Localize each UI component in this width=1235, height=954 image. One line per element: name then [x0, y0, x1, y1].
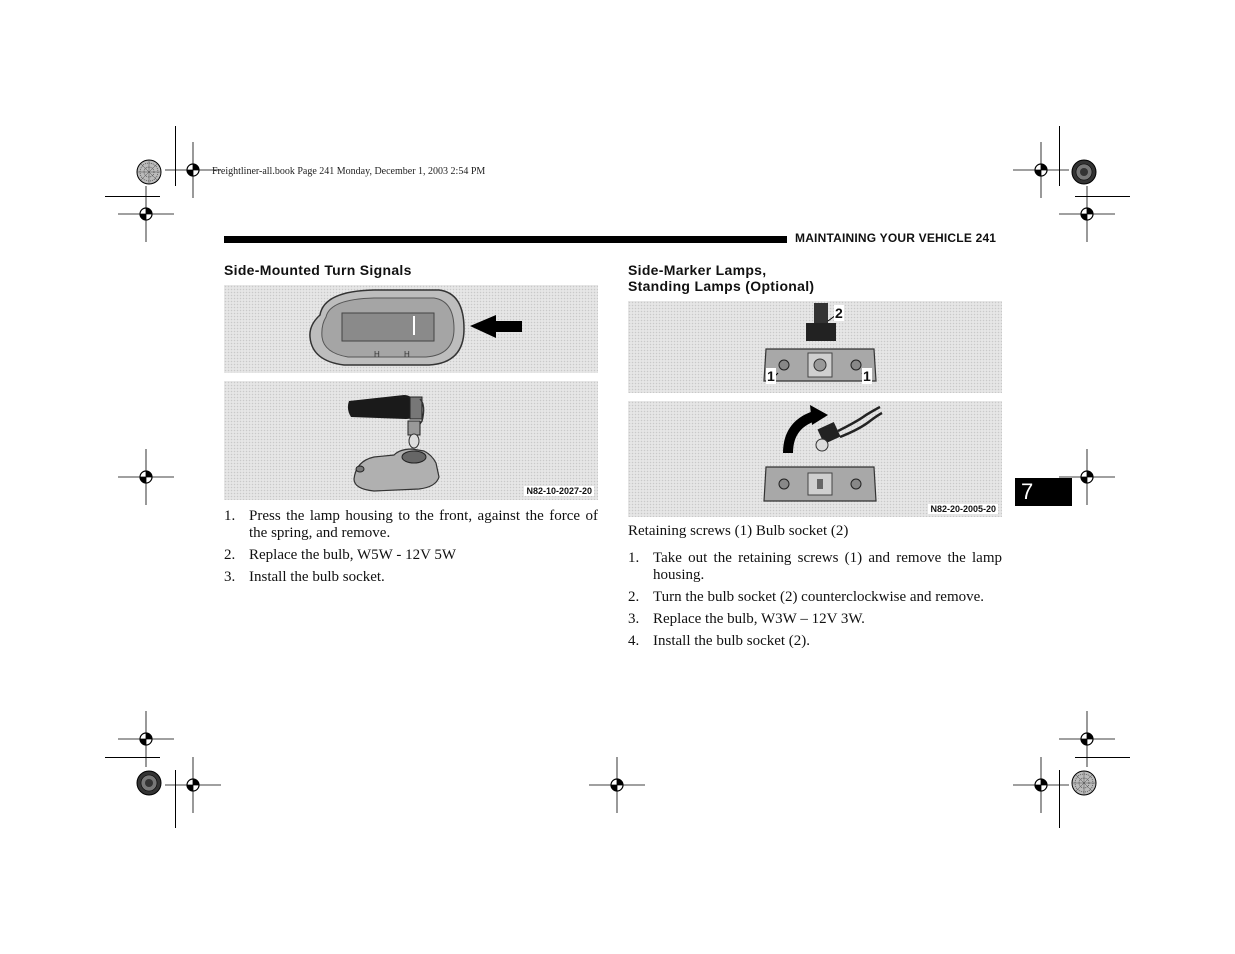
- list-item: [628, 611, 1002, 628]
- file-slug: Freightliner-all.book Page 241 Monday, December 1, 2003 2:54 PM: [212, 166, 486, 177]
- callout-screw-right: 1: [863, 368, 871, 384]
- step-number: 1.: [224, 508, 236, 524]
- list-item: [224, 508, 598, 542]
- figure-side-marker-socket: [628, 401, 1002, 517]
- header-rule: [224, 236, 787, 243]
- registration-target-icon: [1013, 142, 1069, 198]
- side-marker-housing-illustration: [628, 301, 1002, 393]
- step-number: 1.: [628, 550, 640, 566]
- figure-turn-signal-housing: [224, 285, 598, 373]
- side-marker-socket-illustration: [628, 401, 1002, 517]
- list-item: [628, 589, 1002, 606]
- step-number: 3.: [628, 611, 640, 627]
- color-rosette-icon: [137, 160, 161, 184]
- step-number: 3.: [224, 569, 236, 585]
- figure-turn-signal-bulb: [224, 381, 598, 500]
- figure-side-marker-housing: [628, 301, 1002, 393]
- right-steps-list: [628, 550, 1002, 655]
- list-item: [628, 633, 1002, 650]
- registration-target-icon: [589, 757, 645, 813]
- turn-signal-housing-illustration: [224, 285, 598, 373]
- figure-caption: Retaining screws (1) Bulb socket (2): [628, 523, 849, 539]
- running-head: MAINTAINING YOUR VEHICLE 241: [795, 231, 997, 245]
- figure-code: N82-20-2005-20: [930, 504, 996, 514]
- registration-target-icon: [1059, 711, 1115, 767]
- step-number: 4.: [628, 633, 640, 649]
- heading-line: Standing Lamps (Optional): [628, 278, 815, 294]
- section-heading-side-marker: [628, 262, 814, 294]
- callout-screw-left: 1: [767, 368, 775, 384]
- callout-socket: 2: [835, 305, 843, 321]
- step-text: Turn the bulb socket (2) counterclockwise and remove.: [653, 589, 985, 605]
- registration-target-icon: [1059, 186, 1115, 242]
- step-text: Press the lamp housing to the front, against the force of the spring, and remove.: [249, 508, 598, 541]
- chapter-tab: 7: [1015, 478, 1072, 506]
- left-steps-list: [224, 508, 598, 591]
- list-item: [628, 550, 1002, 584]
- color-rosette-icon: [1072, 771, 1096, 795]
- turn-signal-bulb-illustration: [224, 381, 598, 500]
- registration-target-icon: [118, 711, 174, 767]
- section-heading-turn-signals: Side-Mounted Turn Signals: [224, 262, 412, 278]
- color-rosette-icon: [137, 771, 161, 795]
- registration-target-icon: [118, 449, 174, 505]
- step-number: 2.: [628, 589, 640, 605]
- svg-text:H: H: [374, 350, 380, 359]
- step-number: 2.: [224, 547, 236, 563]
- list-item: [224, 569, 598, 586]
- step-text: Replace the bulb, W3W – 12V 3W.: [653, 611, 865, 627]
- svg-text:H: H: [404, 350, 410, 359]
- registration-target-icon: [118, 186, 174, 242]
- step-text: Take out the retaining screws (1) and remove the lamp housing.: [653, 550, 1002, 583]
- heading-line: Side-Marker Lamps,: [628, 262, 767, 278]
- figure-code: N82-10-2027-20: [526, 486, 592, 496]
- step-text: Install the bulb socket (2).: [653, 633, 811, 649]
- step-text: Install the bulb socket.: [249, 569, 385, 585]
- list-item: [224, 547, 598, 564]
- step-text: Replace the bulb, W5W - 12V 5W: [249, 547, 457, 563]
- registration-target-icon: [165, 757, 221, 813]
- color-rosette-icon: [1072, 160, 1096, 184]
- registration-target-icon: [1013, 757, 1069, 813]
